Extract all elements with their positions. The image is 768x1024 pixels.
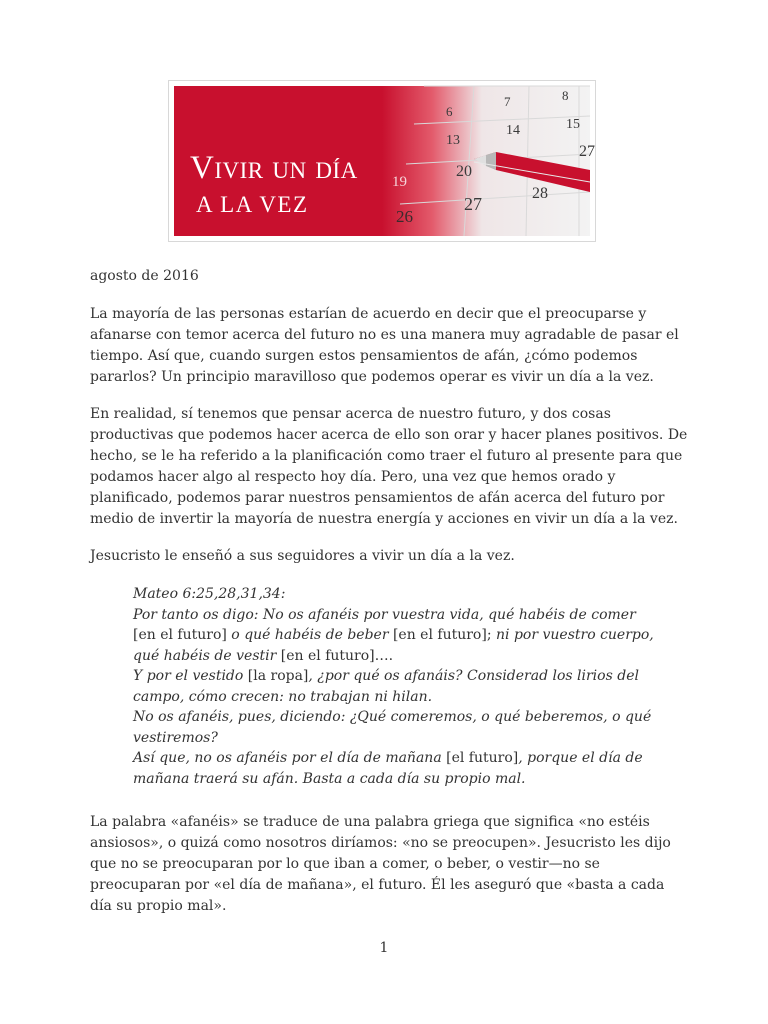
paragraph-4: La palabra «afanéis» se traduce de una palabra griega que significa «no estéis ansiosos», o quizá como nosotros diríamos: «no se preocupen». Jesucristo les dijo que no se preocuparan por lo que iban a comer, o beber, o vestir—no se preocuparan por «el día de mañana», el futuro. Él les aseguró que «basta a cada día su propio mal».	[90, 814, 671, 914]
cal-num-15: 15	[566, 117, 580, 132]
paragraph-1: La mayoría de las personas estarían de acuerdo en decir que el preocuparse y afanarse con temor acerca del futuro no es una manera muy agradable de pasar el tiempo. Así que, cuando surgen estos pensamientos de afán, ¿cómo podemos pararlos? Un principio maravilloso que podemos operar es vivir un día a la vez.	[90, 306, 679, 385]
quote-line-8b: [el futuro]	[446, 750, 519, 766]
banner-subtitle: A LA VEZ	[196, 192, 309, 217]
cal-num-13: 13	[446, 133, 460, 148]
paragraph-3: Jesucristo le enseñó a sus seguidores a vivir un día a la vez.	[90, 548, 515, 564]
quote-line-4c: , ¿por qué os afanáis? Considerad los lirios del	[308, 668, 639, 684]
quote-line-8c: , porque el día de	[518, 750, 643, 766]
quote-reference: Mateo 6:25,28,31,34:	[133, 586, 286, 602]
cal-num-8: 8	[562, 88, 569, 103]
quote-line-2a: [en el futuro]	[133, 627, 227, 643]
quote-line-3a: qué habéis de vestir	[133, 647, 281, 664]
paragraph-2: En realidad, sí tenemos que pensar acerca de nuestro futuro, y dos cosas productivas que podemos hacer acerca de ello son orar y hacer planes positivos. De hecho, se le ha referido a la planificación como traer el futuro al presente para que podamos hacer algo al respecto hoy día. Pero, una vez que hemos orado y planificado, podemos parar nuestros pensamientos de afán acerca del futuro por medio de invertir la mayoría de nuestra energía y acciones en vivir un día a la vez.	[90, 406, 688, 527]
quote-line-4a: Y por el vestido	[133, 668, 248, 684]
banner-title: Vivir un día	[190, 150, 358, 186]
quote-line-3b: [en el futuro]….	[280, 647, 394, 664]
quote-line-2c: [en el futuro]	[392, 627, 487, 643]
quote-line-9: mañana traerá su afán. Basta a cada día su propio mal.	[133, 770, 526, 787]
quote-line-6: No os afanéis, pues, diciendo: ¿Qué comeremos, o qué beberemos, o qué	[133, 709, 652, 725]
banner-image	[174, 86, 595, 236]
cal-num-20: 20	[456, 163, 472, 180]
cal-num-27b: 27	[464, 194, 482, 214]
cal-num-7: 7	[504, 94, 511, 109]
cal-num-26: 26	[396, 207, 413, 226]
cal-num-6: 6	[446, 104, 453, 119]
cal-num-27a: 27	[579, 143, 595, 160]
quote-line-2d: ;	[486, 627, 496, 643]
quote-line-4b: [la ropa]	[247, 668, 309, 684]
page-number: 1	[379, 940, 389, 956]
cal-num-14: 14	[506, 123, 520, 138]
banner-frame	[168, 80, 596, 242]
quote-line-2b: o qué habéis de beber	[226, 627, 393, 643]
quote-line-2e: ni por vuestro cuerpo,	[496, 627, 654, 643]
scripture-quote	[133, 584, 653, 789]
quote-line-8a: Así que, no os afanéis por el día de mañana	[133, 750, 447, 766]
date-line: agosto de 2016	[90, 268, 199, 284]
quote-line-7: vestiremos?	[133, 729, 218, 746]
cal-num-28: 28	[532, 185, 548, 202]
quote-line-1: Por tanto os digo: No os afanéis por vuestra vida, qué habéis de comer	[133, 606, 636, 623]
quote-line-5: campo, cómo crecen: no trabajan ni hilan.	[133, 688, 433, 705]
cal-num-19: 19	[392, 174, 407, 190]
